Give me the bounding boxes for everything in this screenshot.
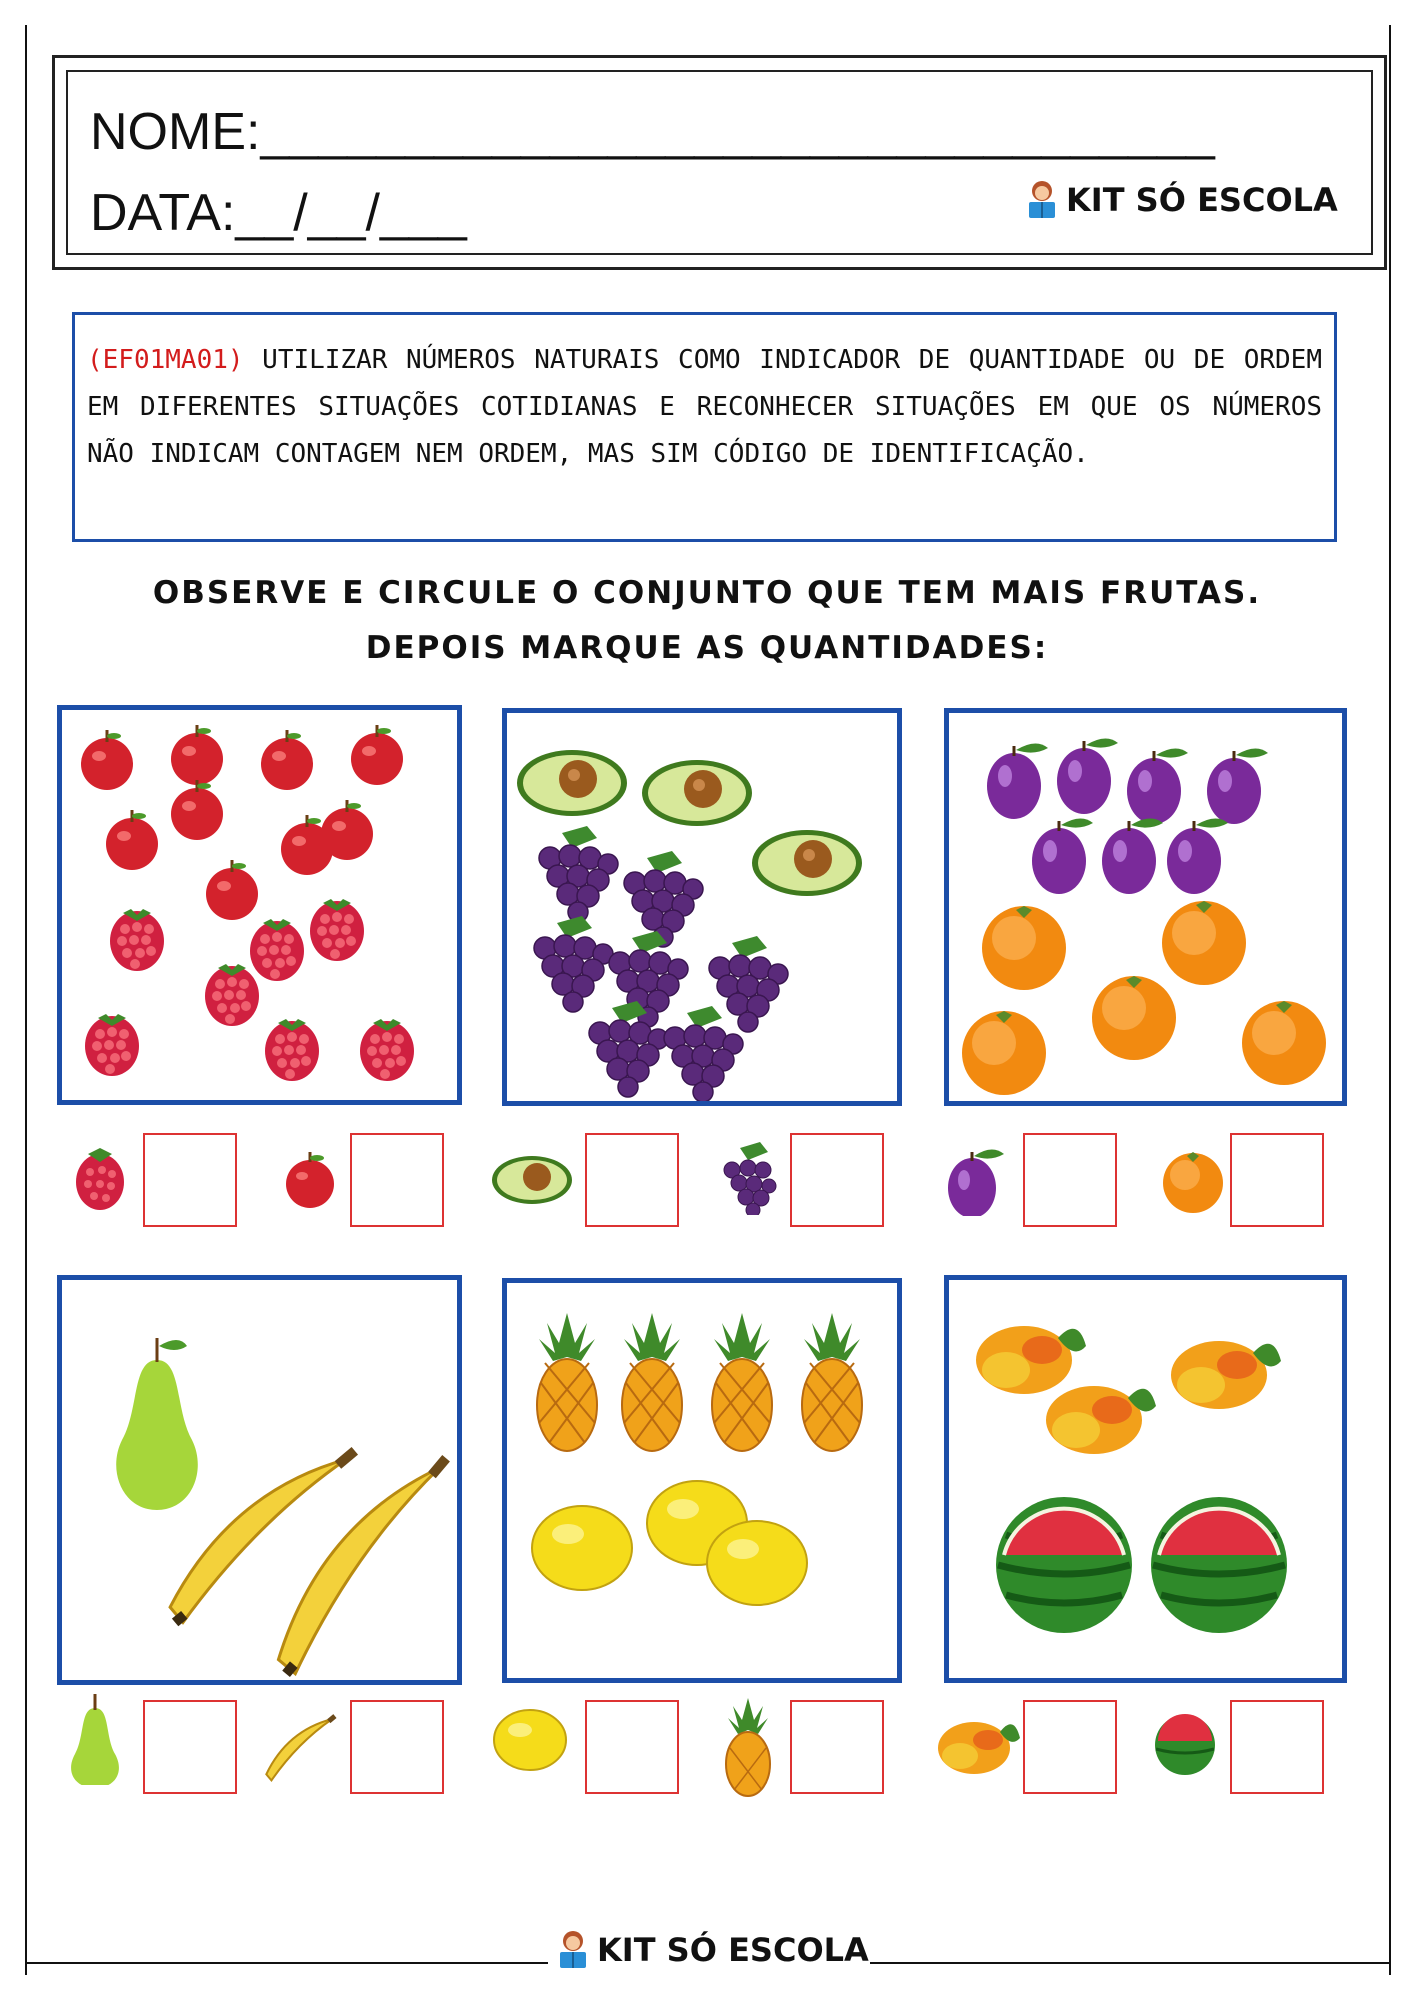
reading-girl-icon — [1024, 180, 1060, 220]
header-brand-text: KIT SÓ ESCOLA — [1066, 181, 1338, 219]
date-field-label[interactable]: DATA:__/__/___ — [90, 184, 467, 242]
mangoes-watermelons-set — [949, 1280, 1342, 1678]
plum-count-box[interactable] — [1023, 1133, 1117, 1227]
skill-description-box — [72, 312, 1337, 542]
skill-text: UTILIZAR NÚMEROS NATURAIS COMO INDICADOR DE QUANTIDADE OU DE ORDEM EM DIFERENTES SITUAÇÕES COTIDIANAS E RECONHECER SITUAÇÕES EM QUE OS NÚMEROS NÃO INDICAM CONTAGEM NEM ORDEM, MAS SIM CÓDIGO DE IDENTIFICAÇÃO. — [87, 345, 1322, 469]
plums-oranges-set — [949, 713, 1342, 1101]
mango-count-box[interactable] — [1023, 1700, 1117, 1794]
watermelon-count-box[interactable] — [1230, 1700, 1324, 1794]
instruction-line-1: OBSERVE E CIRCULE O CONJUNTO QUE TEM MAIS FRUTAS. — [152, 575, 1262, 611]
fruit-panel-apples-raspberries[interactable] — [57, 705, 462, 1105]
avocado-key-icon — [490, 1150, 575, 1210]
footer-brand — [555, 1930, 869, 1970]
pear-key-icon — [60, 1690, 130, 1785]
avocados-grapes-set — [507, 713, 897, 1101]
skill-code: (EF01MA01) — [87, 345, 244, 375]
orange-count-box[interactable] — [1230, 1133, 1324, 1227]
pear-bananas-set — [62, 1280, 457, 1680]
fruit-panel-pear-bananas[interactable] — [57, 1275, 462, 1685]
pineapples-lemons-set — [507, 1283, 897, 1678]
apples-raspberries-set — [62, 710, 457, 1100]
orange-key-icon — [1160, 1150, 1226, 1216]
fruit-panel-plums-oranges[interactable] — [944, 708, 1347, 1106]
raspberry-count-box[interactable] — [143, 1133, 237, 1227]
grape-count-box[interactable] — [790, 1133, 884, 1227]
pineapple-key-icon — [718, 1688, 778, 1798]
footer-brand-text: KIT SÓ ESCOLA — [597, 1931, 869, 1969]
pear-count-box[interactable] — [143, 1700, 237, 1794]
fruit-panel-mangoes-watermelons[interactable] — [944, 1275, 1347, 1683]
fruit-panel-pineapples-lemons[interactable] — [502, 1278, 902, 1683]
reading-girl-icon — [555, 1930, 591, 1970]
fruit-panel-avocados-grapes[interactable] — [502, 708, 902, 1106]
lemon-key-icon — [490, 1705, 570, 1775]
name-field-label[interactable]: NOME:_________________________________ — [90, 103, 1215, 161]
pineapple-count-box[interactable] — [790, 1700, 884, 1794]
apple-key-icon — [280, 1148, 340, 1210]
lemon-count-box[interactable] — [585, 1700, 679, 1794]
grape-key-icon — [715, 1140, 785, 1215]
apple-count-box[interactable] — [350, 1133, 444, 1227]
banana-count-box[interactable] — [350, 1700, 444, 1794]
avocado-count-box[interactable] — [585, 1133, 679, 1227]
watermelon-key-icon — [1152, 1712, 1218, 1778]
plum-key-icon — [940, 1138, 1010, 1216]
raspberry-key-icon — [70, 1140, 130, 1212]
banana-key-icon — [258, 1700, 343, 1790]
header-brand — [1024, 180, 1338, 220]
instruction-line-2: DEPOIS MARQUE AS QUANTIDADES: — [365, 630, 1049, 666]
mango-key-icon — [932, 1710, 1022, 1780]
